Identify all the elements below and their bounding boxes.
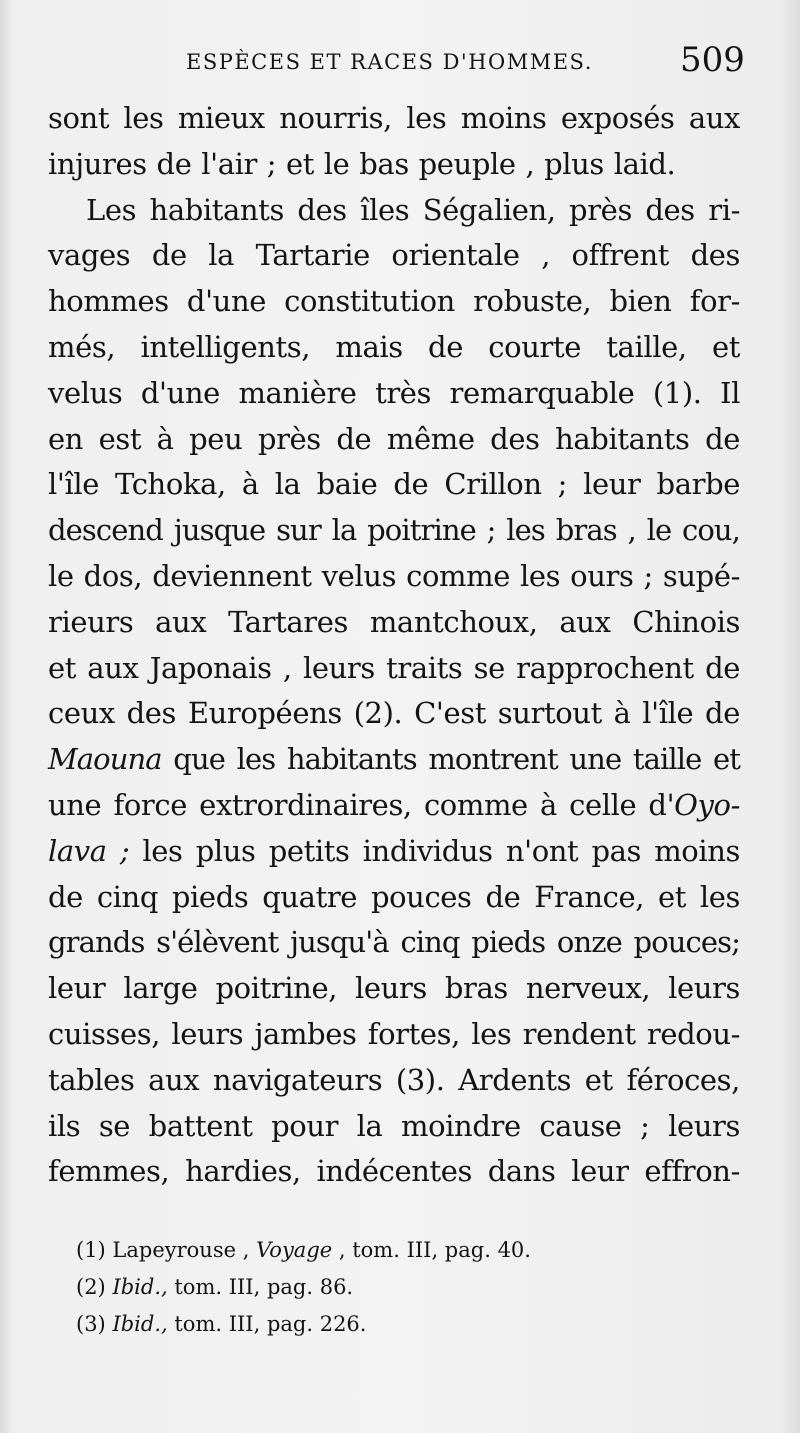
text-line: rieurs aux Tartares mantchoux, aux Chinois [48, 604, 740, 639]
footnotes [76, 1232, 716, 1343]
text-line: ceux des Européens (2). C'est surtout à l'île de [48, 696, 740, 731]
footnote-italic: Voyage [256, 1238, 333, 1262]
page-header [0, 40, 800, 90]
text-line [48, 783, 740, 829]
text-line: cuisses, leurs jambes fortes, les rendent redou- [48, 1016, 740, 1051]
text-line: vages de la Tartarie orientale , offrent des [48, 238, 740, 273]
text-line: de cinq pieds quatre pouces de France, et les [48, 879, 740, 914]
footnote [76, 1306, 716, 1343]
line-rest: que les habitants montrent une taille et [161, 742, 740, 777]
text-line: injures de l'air ; et le bas peuple , plus laid. [48, 146, 676, 181]
text-line: et aux Japonais , leurs traits se rapprochent de [48, 650, 740, 685]
footnote [76, 1232, 716, 1269]
italic-word: Maouna [48, 742, 162, 777]
line-rest: les plus petits individus n'ont pas moins [129, 833, 740, 868]
text-line [48, 829, 740, 875]
text-line: l'île Tchoka, à la baie de Crillon ; leur barbe [48, 467, 740, 502]
text-line: hommes d'une constitution robuste, bien for- [48, 284, 740, 319]
text-line: leur large poitrine, leurs bras nerveux, leurs [48, 971, 740, 1006]
page-number: 509 [680, 40, 745, 80]
text-line: femmes, hardies, indécentes dans leur effron- [48, 1154, 740, 1189]
text-line: ils se battent pour la moindre cause ; leurs [48, 1108, 740, 1143]
footnote [76, 1269, 716, 1306]
italic-word: Oyo- [674, 787, 740, 822]
line-start: une force extrordinaires, comme à celle d' [48, 787, 675, 822]
footnote-mark: (1) [76, 1238, 106, 1262]
footnote-italic: Ibid., [112, 1275, 168, 1299]
text-line: Les habitants des îles Ségalien, près des ri- [86, 192, 740, 227]
footnote-text: Lapeyrouse , [105, 1238, 257, 1262]
body-text [48, 96, 740, 1195]
text-line: en est à peu près de même des habitants de [48, 421, 740, 456]
footnote-text: tom. III, pag. 226. [167, 1312, 367, 1336]
text-line [48, 737, 740, 783]
footnote-text: tom. III, pag. 86. [167, 1275, 354, 1299]
text-line: le dos, deviennent velus comme les ours ; supé- [48, 558, 740, 593]
text-line: velus d'une manière très remarquable (1). Il [48, 375, 740, 410]
running-title: ESPÈCES ET RACES D'HOMMES. [186, 50, 593, 74]
text-line: sont les mieux nourris, les moins exposés aux [48, 101, 740, 135]
footnote-text: , tom. III, pag. 40. [332, 1238, 531, 1262]
footnote-mark: (3) [76, 1312, 106, 1336]
text-line: tables aux navigateurs (3). Ardents et féroces, [48, 1062, 740, 1097]
text-line: més, intelligents, mais de courte taille, et [48, 329, 740, 364]
footnote-mark: (2) [76, 1275, 106, 1299]
text-line: grands s'élèvent jusqu'à cinq pieds onze pouces; [48, 925, 740, 960]
footnote-italic: Ibid., [112, 1312, 168, 1336]
text-line: descend jusque sur la poitrine ; les bras , le cou, [48, 513, 740, 548]
italic-word: lava ; [48, 833, 130, 868]
